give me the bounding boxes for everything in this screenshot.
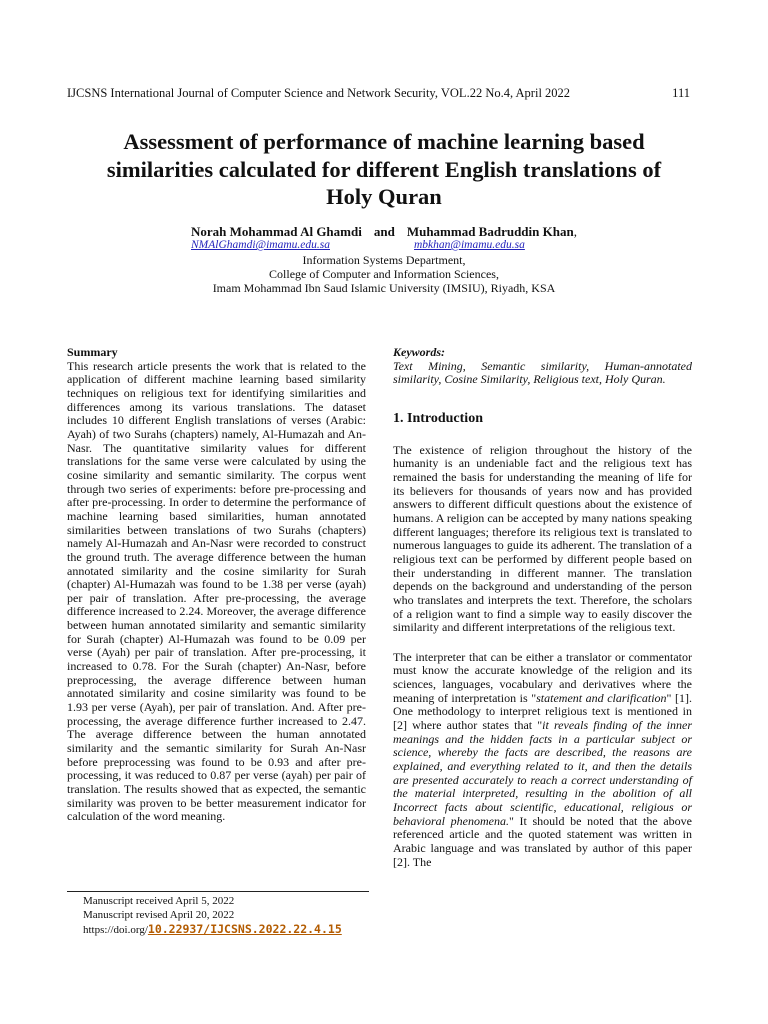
- summary-text: This research article presents the work that is related to the application of different machine learning based similarity techniques on religious text for identifying similarities and differences among its various translations. The dataset includes 10 different English translations of verses (Arabic: Ayah) of two Surahs (chapters) namely, Al-Humazah and An-Nasr. The quantitative similarity values for different translations for the same verse were calculated by using the cosine similarity and semantic similarity. The corpus went through two series of experiments: before pre-processing and after pre-processing. In order to determine the performance of machine learning based similarities, human annotated similarities between translations of two Surahs (chapters) namely Al-Humazah and An-Nasr were recorded to construct the ground truth. The average difference between the human annotated similarity and the cosine similarity for Surah (chapter) Al-Humazah was found to be 1.38 per verse (ayah) per pair of translation. After pre-processing, the average difference increased to 2.24. Moreover, the average difference between human annotated similarity and semantic similarity for Surah (chapter) Al-Humazah was found to be 0.09 per verse (Ayah) per pair of translation. After pre-processing, it increased to 0.78. For the Surah (chapter) An-Nasr, before preprocessing, the average difference between human annotated similarity and cosine similarity was found to be 1.93 per verse (Ayah), per pair of translation. And. After pre-processing, the average difference further increased to 2.47. The average difference between the human annotated similarity and the semantic similarity for Surah An-Nasr before preprocessing was found to be 0.93 and after pre-processing, it was reduced to 0.87 per verse (ayah) per pair of translation. The results showed that as expected, the semantic similarity was proven to be better measurement indicator for calculation of the word meaning.: [67, 358, 366, 824]
- paper-title: [40, 128, 728, 211]
- author-email-link[interactable]: mbkhan@imamu.edu.sa: [414, 239, 525, 251]
- affiliation: [40, 253, 728, 296]
- doi-link[interactable]: 10.22937/IJCSNS.2022.22.4.15: [147, 921, 342, 936]
- introduction-heading: 1. Introduction: [393, 410, 483, 426]
- manuscript-received: Manuscript received April 5, 2022: [83, 895, 235, 907]
- left-column: [67, 346, 366, 824]
- text-run: The interpreter that can be either a translator or commentator must know the accurate knowledge of the religion and its sciences, languages, vocabulary and derivatives where the meaning of interpretation is ": [393, 649, 692, 705]
- author-name: Norah Mohammad Al Ghamdi: [191, 224, 362, 239]
- author-list: [40, 224, 728, 240]
- affiliation-line: Imam Mohammad Ibn Saud Islamic University (IMSIU), Riyadh, KSA: [212, 281, 556, 296]
- title-line: Holy Quran: [326, 184, 442, 209]
- running-header: [67, 86, 690, 102]
- manuscript-revised: Manuscript revised April 20, 2022: [83, 908, 235, 921]
- footnote-divider: [67, 891, 369, 892]
- title-line: similarities calculated for different English translations of: [106, 156, 662, 182]
- quoted-phrase: statement and clarification: [536, 690, 667, 705]
- author-emails: [0, 239, 768, 254]
- page-number: 111: [672, 86, 690, 100]
- title-line: Assessment of performance of machine learning based: [123, 129, 645, 154]
- text-run: " [1]. One methodology to interpret religious text is mentioned in [2] where author states that ": [393, 690, 692, 733]
- introduction-paragraph: [393, 651, 692, 870]
- author-comma: ,: [573, 224, 577, 239]
- journal-citation: IJCSNS International Journal of Computer Science and Network Security, VOL.22 No.4, April 2022: [67, 86, 571, 100]
- summary-heading: Summary: [67, 345, 118, 359]
- keywords-heading: Keywords:: [393, 345, 445, 359]
- author-conjunction: and: [373, 224, 395, 239]
- doi-prefix: https://doi.org/: [83, 923, 148, 936]
- doi-line: [83, 923, 342, 938]
- right-column: [393, 346, 692, 880]
- keywords-text: Text Mining, Semantic similarity, Human-annotated similarity, Cosine Similarity, Religious text, Holy Quran.: [393, 358, 692, 387]
- affiliation-line: Information Systems Department,: [302, 253, 466, 267]
- author-email-link[interactable]: NMAlGhamdi@imamu.edu.sa: [191, 239, 330, 251]
- footnote: [83, 895, 342, 937]
- author-name: Muhammad Badruddin Khan: [406, 224, 574, 239]
- introduction-paragraph: The existence of religion throughout the history of the humanity is an undeniable fact and the religious text has remained the basis for understanding the meaning of life for its believers for thousands of years now and has provided answers to different difficult questions about the existence of humans. A religion can be accepted by many nations speaking different languages; therefore its religious text is translated to numerous languages to guide its adherent. The translation of a religious text can be performed by different people based on their understanding in different manner. The translation depends on the background and understanding of the person who translates and interprets the text. Therefore, the scholars of a religion want to find a simple way to easily discover the similarity and different interpretations of the religious text.: [393, 442, 692, 635]
- text-run: " It should be noted that the above referenced article and the quoted statement was written in Arabic language and was translated by author of this paper [2]. The: [393, 813, 692, 869]
- affiliation-line: College of Computer and Information Sciences,: [269, 267, 499, 282]
- quoted-statement: it reveals finding of the inner meanings and the hidden facts in a particular subject or science, whereby the facts are described, the reasons are explained, and everything related to it, and then the details are presented accurately to reach a correct understanding of the material interpreted, resulting in the abolition of all Incorrect facts about scientific, educational, religious or behavioral phenomena.: [393, 718, 692, 828]
